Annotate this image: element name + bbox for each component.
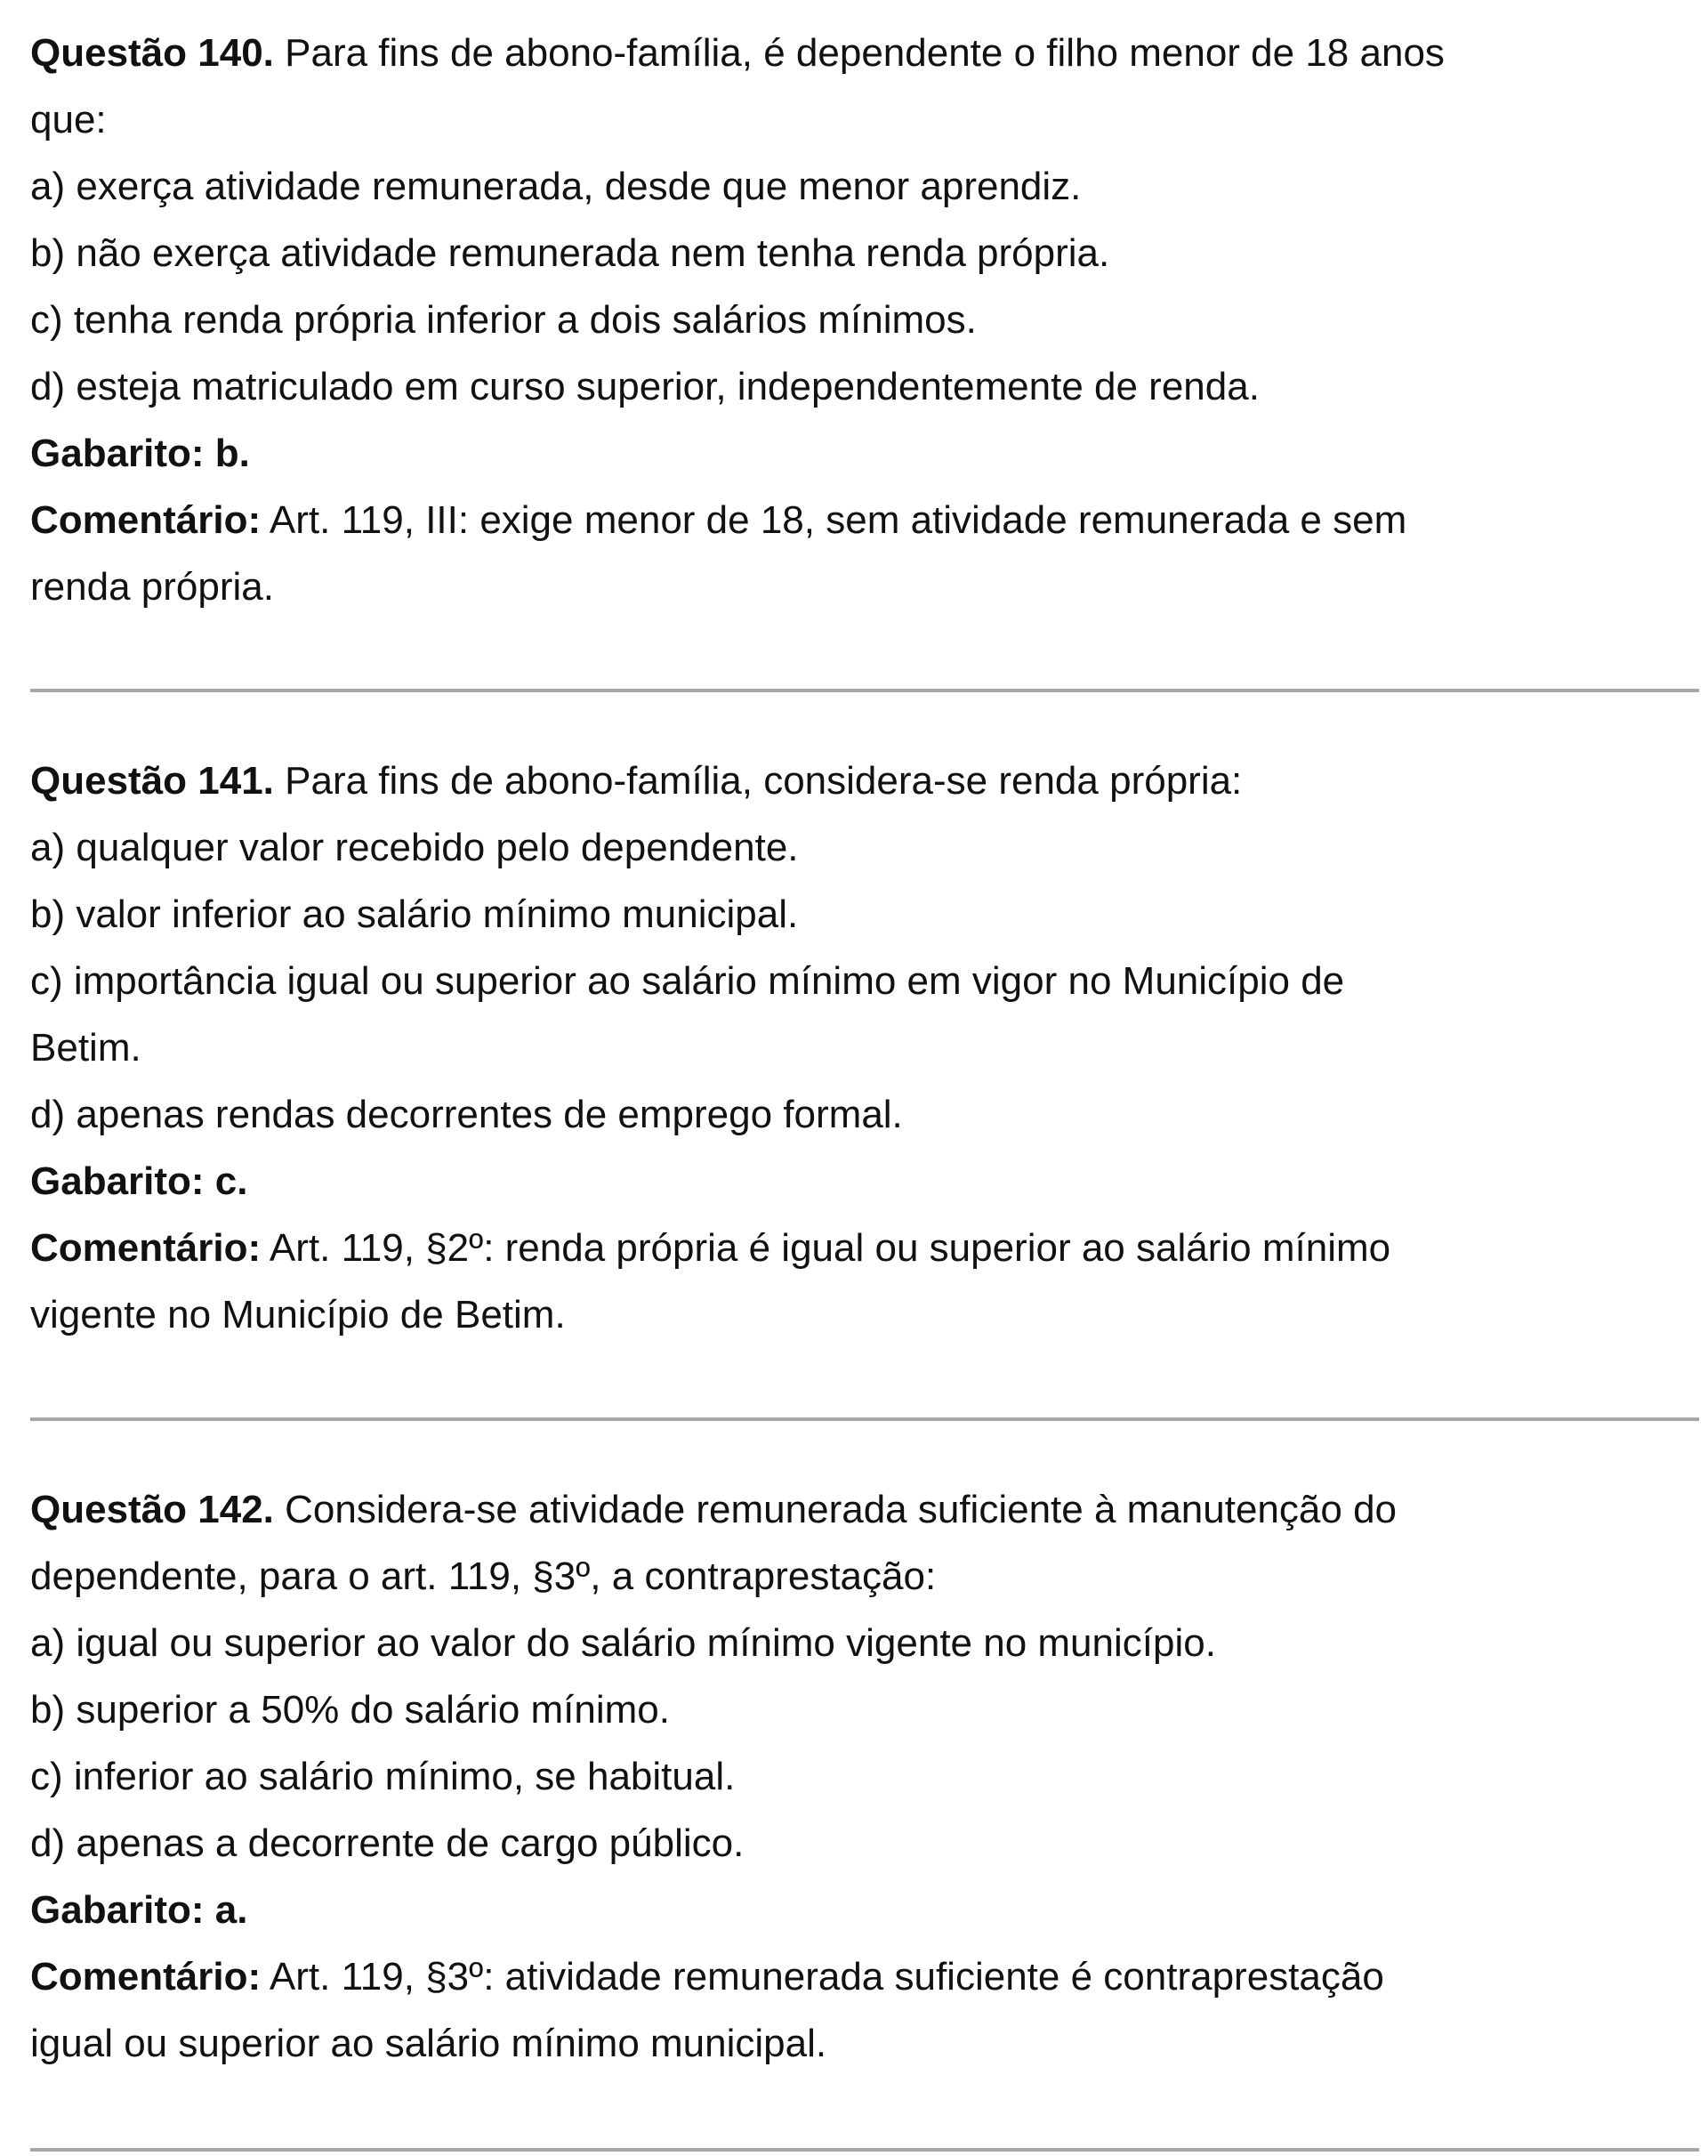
- option-b: b) superior a 50% do salário mínimo.: [30, 1688, 670, 1732]
- stem-continuation: que:: [30, 98, 107, 141]
- comment: [30, 1943, 1397, 2010]
- question-141: [30, 747, 1390, 1348]
- answer-key: Gabarito: a.: [30, 1888, 248, 1932]
- comment-continuation: vigente no Município de Betim.: [30, 1293, 566, 1336]
- option-b: b) valor inferior ao salário mínimo municipal.: [30, 892, 799, 936]
- question-stem: [30, 747, 1390, 814]
- comment-continuation: renda própria.: [30, 565, 274, 609]
- question-number: Questão 141.: [30, 759, 274, 803]
- option-c: c) importância igual ou superior ao salário mínimo em vigor no Município de: [30, 959, 1345, 1003]
- option-b: b) não exerça atividade remunerada nem tenha renda própria.: [30, 231, 1110, 275]
- stem-text: Para fins de abono-família, considera-se renda própria:: [273, 759, 1243, 803]
- option-a: a) exerça atividade remunerada, desde que menor aprendiz.: [30, 165, 1082, 208]
- stem-text: Considera-se atividade remunerada suficiente à manutenção do: [273, 1488, 1398, 1531]
- comment-text: Art. 119, III: exige menor de 18, sem atividade remunerada e sem: [261, 498, 1407, 542]
- option-d: d) apenas a decorrente de cargo público.: [30, 1821, 745, 1865]
- divider: [30, 1417, 1699, 1421]
- question-stem: [30, 1476, 1397, 1543]
- divider: [30, 689, 1699, 692]
- question-142: [30, 1476, 1397, 2077]
- question-number: Questão 142.: [30, 1488, 274, 1531]
- comment: [30, 1215, 1390, 1281]
- option-c: c) inferior ao salário mínimo, se habitual.: [30, 1755, 736, 1798]
- option-d: d) apenas rendas decorrentes de emprego formal.: [30, 1093, 903, 1136]
- question-stem: [30, 20, 1445, 86]
- option-d: d) esteja matriculado em curso superior, independentemente de renda.: [30, 365, 1260, 408]
- comment-label: Comentário:: [30, 1226, 262, 1270]
- comment-text: Art. 119, §3º: atividade remunerada suficiente é contraprestação: [261, 1955, 1384, 1999]
- comment: [30, 487, 1445, 553]
- comment-label: Comentário:: [30, 498, 262, 542]
- answer-key: Gabarito: b.: [30, 432, 250, 475]
- stem-text: Para fins de abono-família, é dependente o filho menor de 18 anos: [273, 31, 1445, 75]
- option-a: a) igual ou superior ao valor do salário mínimo vigente no município.: [30, 1621, 1216, 1665]
- question-140: [30, 20, 1445, 620]
- comment-label: Comentário:: [30, 1955, 262, 1999]
- stem-continuation: dependente, para o art. 119, §3º, a contraprestação:: [30, 1554, 937, 1598]
- option-a: a) qualquer valor recebido pelo dependente.: [30, 826, 799, 869]
- comment-text: Art. 119, §2º: renda própria é igual ou superior ao salário mínimo: [261, 1226, 1391, 1270]
- answer-key: Gabarito: c.: [30, 1159, 248, 1203]
- comment-continuation: igual ou superior ao salário mínimo municipal.: [30, 2022, 827, 2065]
- option-c-continuation: Betim.: [30, 1026, 141, 1070]
- divider: [30, 2148, 1699, 2152]
- question-number: Questão 140.: [30, 31, 274, 75]
- option-c: c) tenha renda própria inferior a dois salários mínimos.: [30, 298, 977, 342]
